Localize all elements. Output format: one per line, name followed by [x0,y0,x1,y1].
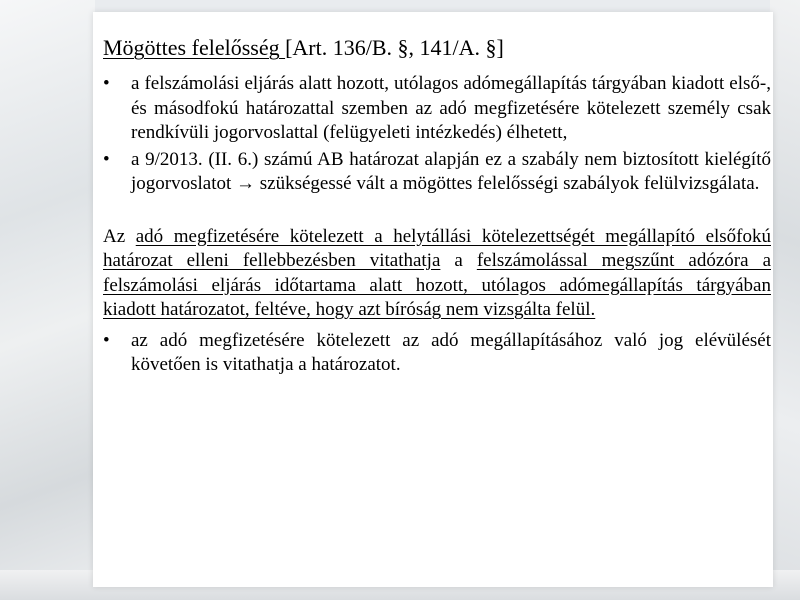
main-paragraph [103,225,771,323]
paragraph-mid: a [440,250,477,271]
slide-content [103,34,771,380]
bullet-text: a 9/2013. (II. 6.) számú AB határozat alapján ez a szabály nem biztosított kielégítő jogorvoslatot → szükségessé vált a mögöttes felelősségi szabályok felülvizsgálata. [131,148,771,194]
bullet-list [103,72,771,197]
list-item [103,72,771,146]
bullet-list-2 [103,329,771,378]
slide [93,12,773,587]
list-item [103,148,771,197]
bullet-text: a felszámolási eljárás alatt hozott, utólagos adómegállapítás tárgyában kiadott első-, és másodfokú határozattal szemben az adó megfizetésére kötelezett személy csak rendkívüli jogorvoslattal (felügyeleti intézkedés) élhetett, [131,73,771,143]
bullet-icon: • [103,329,110,351]
paragraph-underlined: adó megfizetésére kötelezett a helytállási kötelezettségét megállapító elsőfokú határozat elleni fellebbezésben vitathatja [103,225,771,271]
bullet-text: az adó megfizetésére kötelezett az adó megállapításához való jog elévülését követően is vitathatja a határozatot. [131,329,771,375]
slide-title [103,34,771,62]
bullet-icon: • [103,73,110,94]
paragraph-prefix: Az [103,225,136,247]
paragraph-last-line: kiadott határozatot, feltéve, hogy azt bíróság nem vizsgálta felül. [103,299,596,320]
paragraph-underlined-2: felszámolással megszűnt adózóra a felszámolási eljárás időtartama alatt hozott, utólagos adómegállapítás tárgyában [103,250,771,296]
bullet-icon: • [103,148,110,170]
list-item [103,329,771,378]
title-reference: [Art. 136/B. §, 141/A. §] [285,35,504,60]
background-right-decoration [770,0,800,600]
title-underlined: Mögöttes felelősség [103,35,286,60]
background-left-decoration [0,0,95,600]
